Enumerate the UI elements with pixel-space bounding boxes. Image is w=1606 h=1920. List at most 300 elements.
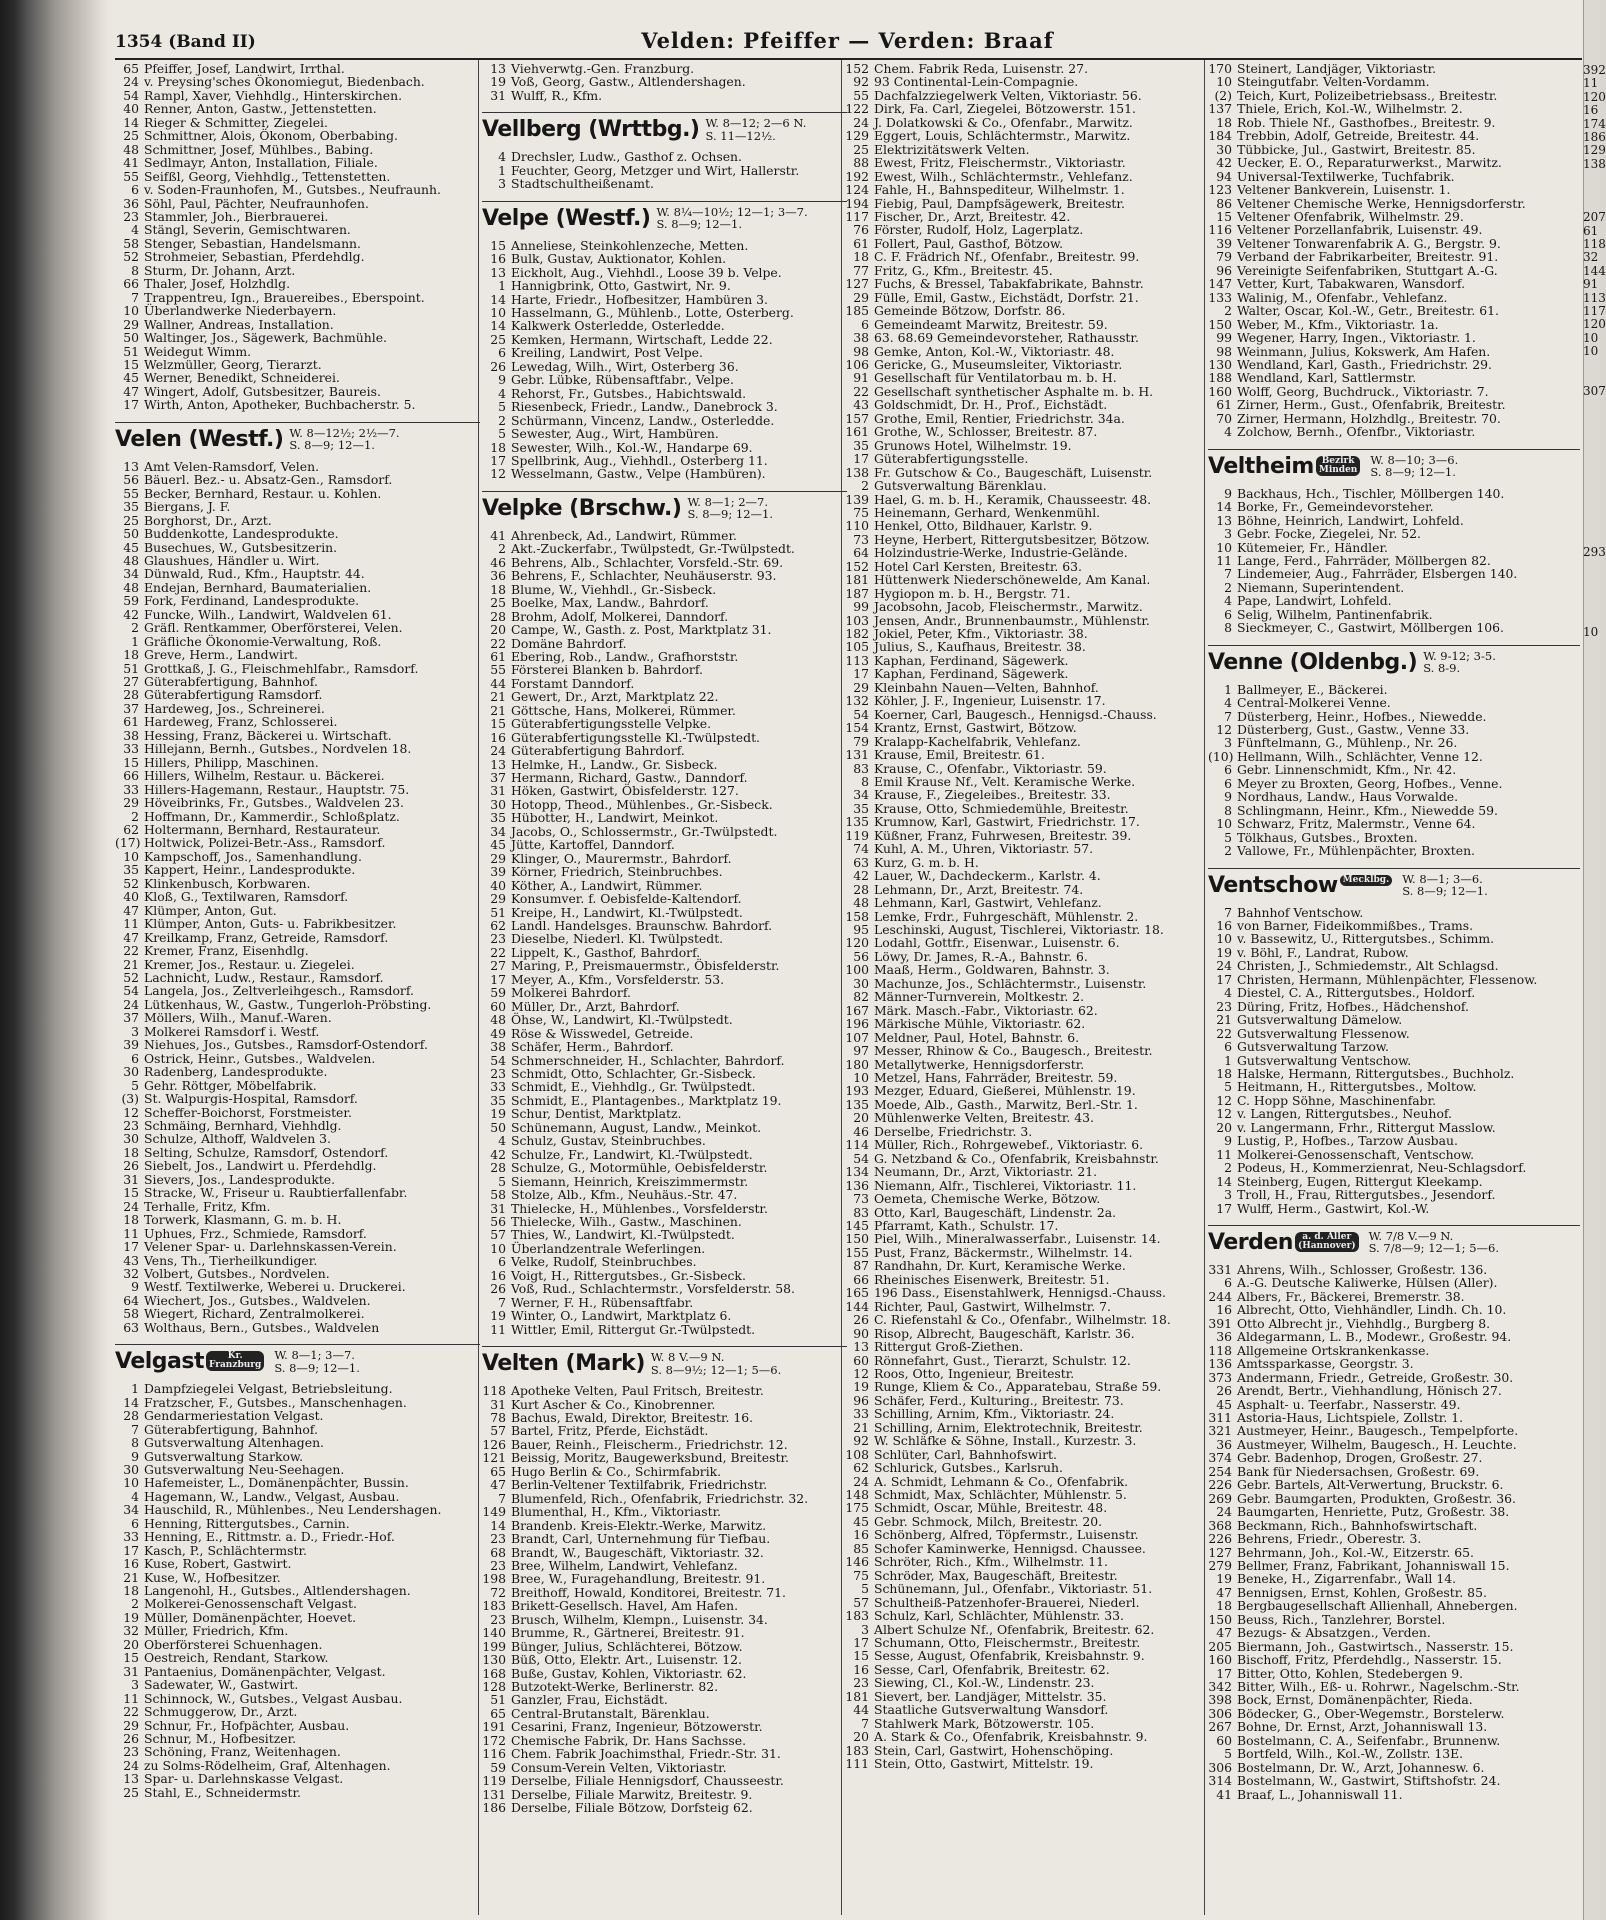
directory-entry bbox=[482, 1613, 847, 1626]
subscriber-name: Müller, Domänenpächter, Hoevet. bbox=[144, 1609, 357, 1625]
subscriber-name: Bitter, Wilh., Eß- u. Rohrwr., Nagelschm.-Str. bbox=[1237, 1679, 1520, 1695]
subscriber-name: Fratzscher, F., Gutsbes., Manschenhagen. bbox=[144, 1394, 407, 1410]
opening-hours bbox=[1363, 1230, 1499, 1255]
phone-number: 26 bbox=[123, 1158, 139, 1174]
phone-number: 31 bbox=[490, 1200, 506, 1216]
directory-entry bbox=[845, 75, 1210, 88]
phone-number: 25 bbox=[123, 128, 139, 144]
directory-entry bbox=[1208, 1080, 1580, 1093]
edge-number bbox=[1583, 1323, 1600, 1336]
subscriber-name: St. Walpurgis-Hospital, Ramsdorf. bbox=[144, 1091, 358, 1107]
place-name: Veltheim bbox=[1208, 453, 1314, 479]
subscriber-name: Schmidt, Max, Schlächter, Mühlenstr. 5. bbox=[874, 1487, 1127, 1503]
subscriber-name: Buße, Gustav, Kohlen, Viktoriastr. 62. bbox=[511, 1665, 747, 1681]
phone-number: 160 bbox=[1208, 383, 1232, 399]
directory-entry bbox=[482, 892, 847, 905]
directory-entry bbox=[115, 1065, 480, 1078]
directory-entry bbox=[1208, 1148, 1580, 1161]
subscriber-name: Klinkenbusch, Korbwaren. bbox=[144, 875, 311, 891]
phone-number: 181 bbox=[845, 1688, 869, 1704]
subscriber-name: 93 Continental-Lein-Compagnie. bbox=[874, 74, 1079, 90]
phone-number: 94 bbox=[1216, 168, 1232, 184]
directory-entry bbox=[1208, 210, 1580, 223]
directory-entry bbox=[1208, 710, 1580, 723]
directory-entry bbox=[482, 1532, 847, 1545]
subscriber-name: Halske, Hermann, Rittergutsbes., Buchholz. bbox=[1237, 1066, 1515, 1081]
subscriber-name: Schmidt, E., Plantagenbes., Marktplatz 19. bbox=[511, 1092, 782, 1108]
phone-number: 131 bbox=[482, 1786, 506, 1802]
edge-number: 120 bbox=[1583, 89, 1606, 104]
phone-number: 18 bbox=[1216, 1066, 1232, 1081]
subscriber-name: v. Preysing'sches Ökonomiegut, Biedenbach. bbox=[144, 74, 425, 90]
directory-entry bbox=[845, 762, 1210, 775]
phone-number: 45 bbox=[123, 539, 139, 555]
subscriber-name: Güterabfertigungsstelle Velpke. bbox=[511, 716, 712, 732]
place-header bbox=[1208, 868, 1580, 903]
edge-number bbox=[1583, 1042, 1600, 1055]
phone-number: 135 bbox=[845, 814, 869, 830]
subscriber-name: Grothe, Emil, Rentier, Friedrichstr. 34a. bbox=[874, 410, 1125, 426]
directory-entry bbox=[845, 950, 1210, 963]
directory-entry bbox=[482, 1107, 847, 1120]
subscriber-name: Schnur, M., Hofbesitzer. bbox=[144, 1731, 297, 1747]
directory-entry bbox=[115, 1173, 480, 1186]
subscriber-name: Braaf, L., Johanniswall 11. bbox=[1237, 1786, 1403, 1802]
phone-number: 37 bbox=[490, 770, 506, 786]
subscriber-name: Köhler, J. F., Ingenieur, Luisenstr. 17. bbox=[874, 693, 1106, 709]
directory-entry bbox=[845, 116, 1210, 129]
directory-entry bbox=[115, 250, 480, 263]
directory-entry bbox=[1208, 250, 1580, 263]
subscriber-name: Vens, Th., Tierheilkundiger. bbox=[144, 1252, 318, 1268]
subscriber-name: Oemeta, Chemische Werke, Bötzow. bbox=[874, 1191, 1101, 1207]
subscriber-name: Borghorst, Dr., Arzt. bbox=[144, 512, 272, 528]
subscriber-name: Schmittner, Josef, Mühlbes., Babing. bbox=[144, 141, 374, 157]
phone-number: 105 bbox=[845, 639, 869, 655]
directory-entry bbox=[115, 944, 480, 957]
phone-number: 183 bbox=[845, 1608, 869, 1624]
directory-entry bbox=[115, 1584, 480, 1597]
directory-entry bbox=[1208, 1054, 1580, 1067]
directory-entry bbox=[482, 919, 847, 932]
directory-entry bbox=[1208, 541, 1580, 554]
edge-number bbox=[1583, 1015, 1600, 1028]
directory-entry bbox=[845, 1703, 1210, 1716]
phone-number: 175 bbox=[845, 1500, 869, 1516]
subscriber-name: Anneliese, Steinkohlenzeche, Metten. bbox=[511, 237, 749, 253]
phone-number: 24 bbox=[1216, 958, 1232, 974]
phone-number: 205 bbox=[1208, 1638, 1232, 1654]
phone-number: 2 bbox=[498, 541, 506, 557]
district-line: Minden bbox=[1318, 464, 1358, 475]
subscriber-name: Bank für Niedersachsen, Großestr. 69. bbox=[1237, 1463, 1480, 1479]
phone-number: 55 bbox=[490, 662, 506, 678]
directory-entry bbox=[1208, 1747, 1580, 1760]
directory-entry bbox=[482, 441, 847, 454]
subscriber-name: Körner, Friedrich, Steinbruchbes. bbox=[511, 864, 723, 880]
subscriber-name: Kralapp-Kachelfabrik, Vehlefanz. bbox=[874, 733, 1081, 749]
subscriber-name: Lange, Ferd., Fahrräder, Möllbergen 82. bbox=[1237, 552, 1491, 568]
phone-number: 198 bbox=[482, 1571, 506, 1587]
phone-number: 29 bbox=[123, 316, 139, 332]
directory-entry bbox=[1208, 1290, 1580, 1303]
phone-number: 121 bbox=[482, 1450, 506, 1466]
edge-number bbox=[1583, 1162, 1600, 1175]
subscriber-name: v. Langen, Rittergutsbes., Neuhof. bbox=[1237, 1106, 1452, 1122]
subscriber-name: Hillers, Philipp, Maschinen. bbox=[144, 754, 319, 770]
phone-number: 83 bbox=[853, 1204, 869, 1220]
edge-number: 186 bbox=[1583, 129, 1606, 144]
phone-number: 8 bbox=[1224, 620, 1232, 636]
directory-entry bbox=[115, 567, 480, 580]
subscriber-name: Wulff, Herm., Gastwirt, Kol.-W. bbox=[1237, 1200, 1430, 1216]
directory-entry bbox=[482, 1054, 847, 1067]
phone-number: 98 bbox=[1216, 343, 1232, 359]
subscriber-name: Höken, Gastwirt, Öbisfelderstr. 127. bbox=[511, 783, 739, 799]
phone-number: 56 bbox=[853, 948, 869, 964]
edge-number bbox=[1583, 198, 1600, 211]
subscriber-name: Verband der Fabrikarbeiter, Breitestr. 91. bbox=[1237, 249, 1499, 265]
phone-number: 26 bbox=[490, 358, 506, 374]
opening-hours bbox=[1396, 873, 1488, 898]
directory-entry bbox=[1208, 1134, 1580, 1147]
directory-entry bbox=[115, 810, 480, 823]
directory-entry bbox=[115, 1092, 480, 1105]
directory-entry bbox=[1208, 197, 1580, 210]
directory-entry bbox=[115, 143, 480, 156]
phone-number: 61 bbox=[490, 648, 506, 664]
subscriber-name: Baumgarten, Henriette, Putz, Großestr. 38. bbox=[1237, 1504, 1510, 1520]
directory-entry bbox=[115, 863, 480, 876]
directory-entry bbox=[845, 1206, 1210, 1219]
phone-number: 136 bbox=[1208, 1356, 1232, 1372]
directory-entry bbox=[845, 667, 1210, 680]
place-name: Venne (Oldenbg.) bbox=[1208, 649, 1418, 675]
directory-entry bbox=[115, 1321, 480, 1334]
subscriber-name: Kreiling, Landwirt, Post Velpe. bbox=[511, 345, 703, 361]
phone-number: 24 bbox=[123, 996, 139, 1012]
phone-number: 254 bbox=[1208, 1463, 1232, 1479]
subscriber-name: Gutsverwaltung Tarzow. bbox=[1237, 1039, 1389, 1055]
place-name: Velen (Westf.) bbox=[115, 426, 284, 452]
phone-number: 10 bbox=[123, 303, 139, 319]
hours-line: S. 8—9½; 12—1; 5—6. bbox=[650, 1362, 782, 1377]
subscriber-name: Maring, P., Preismauermstr., Öbisfelderstr. bbox=[511, 958, 780, 974]
directory-entry bbox=[115, 554, 480, 567]
subscriber-name: Derselbe, Filiale Bötzow, Dorfsteig 62. bbox=[511, 1800, 753, 1816]
phone-number: 39 bbox=[1216, 235, 1232, 251]
subscriber-name: Sievers, Jos., Landesprodukte. bbox=[144, 1171, 336, 1187]
subscriber-name: Central-Molkerei Venne. bbox=[1237, 695, 1391, 711]
subscriber-name: Wesselmann, Gastw., Velpe (Hambüren). bbox=[511, 466, 766, 482]
directory-entry bbox=[482, 1451, 847, 1464]
directory-entry bbox=[482, 690, 847, 703]
subscriber-name: Bachus, Ewald, Direktor, Breitestr. 16. bbox=[511, 1409, 754, 1425]
subscriber-name: Selig, Wilhelm, Pantinenfabrik. bbox=[1237, 606, 1433, 622]
directory-entry bbox=[845, 1609, 1210, 1622]
hours-line: W. 7/8 V.—9 N. bbox=[1368, 1228, 1454, 1243]
directory-entry bbox=[115, 156, 480, 169]
subscriber-name: Boelke, Max, Landw., Bahrdorf. bbox=[511, 595, 709, 611]
directory-entry bbox=[1208, 986, 1580, 999]
directory-entry bbox=[845, 506, 1210, 519]
phone-number: 145 bbox=[845, 1217, 869, 1233]
phone-number: 50 bbox=[490, 1119, 506, 1135]
subscriber-name: Molkerei-Genossenschaft, Ventschow. bbox=[1237, 1146, 1475, 1162]
hours-line: W. 8—12; 2—6 N. bbox=[705, 116, 807, 131]
phone-number: 130 bbox=[482, 1652, 506, 1668]
subscriber-name: Hillejann, Bernh., Gutsbes., Nordvelen 18. bbox=[144, 741, 412, 757]
subscriber-name: Löwy, Dr. James, R.-A., Bahnstr. 6. bbox=[874, 948, 1088, 964]
edge-number bbox=[1583, 827, 1600, 840]
phone-number: 42 bbox=[853, 868, 869, 884]
subscriber-name: Werner, F. H., Rübensaftfabr. bbox=[511, 1294, 694, 1310]
phone-number: 7 bbox=[1224, 708, 1232, 724]
phone-number: 55 bbox=[123, 168, 139, 184]
directory-entry bbox=[845, 1138, 1210, 1151]
edge-number: 392 bbox=[1583, 63, 1606, 77]
directory-entry bbox=[482, 1774, 847, 1787]
phone-number: 78 bbox=[490, 1409, 506, 1425]
subscriber-name: Butzotekt-Werke, Berlinerstr. 82. bbox=[511, 1679, 719, 1695]
directory-entry bbox=[115, 729, 480, 742]
phone-number: 23 bbox=[123, 1117, 139, 1133]
place-header bbox=[482, 1346, 847, 1381]
subscriber-name: Trappentreu, Ign., Brauereibes., Eberspoint. bbox=[144, 289, 425, 305]
phone-number: 23 bbox=[1216, 998, 1232, 1014]
phone-number: 64 bbox=[123, 1292, 139, 1308]
directory-entry bbox=[845, 1246, 1210, 1259]
edge-number bbox=[1583, 734, 1600, 747]
subscriber-name: Sesse, Carl, Ofenfabrik, Breitestr. 62. bbox=[874, 1661, 1110, 1677]
scan-binding-shadow bbox=[0, 0, 110, 1920]
phone-number: 20 bbox=[1216, 1119, 1232, 1135]
directory-entry bbox=[845, 856, 1210, 869]
directory-entry bbox=[482, 293, 847, 306]
phone-number: 61 bbox=[123, 714, 139, 730]
directory-entry bbox=[1208, 1040, 1580, 1053]
phone-number: 6 bbox=[1224, 606, 1232, 622]
phone-number: 342 bbox=[1208, 1679, 1232, 1695]
subscriber-name: Bortfeld, Wilh., Kol.-W., Zollstr. 13E. bbox=[1237, 1746, 1464, 1762]
phone-number: 7 bbox=[1224, 904, 1232, 920]
directory-entry bbox=[1208, 817, 1580, 830]
directory-entry bbox=[845, 1744, 1210, 1757]
subscriber-name: Teich, Kurt, Polizeibetriebsass., Breitestr. bbox=[1237, 87, 1498, 103]
subscriber-name: Gutsverwaltung Dämelow. bbox=[1237, 1012, 1403, 1028]
subscriber-name: Werner, Benedikt, Schneiderei. bbox=[144, 370, 340, 386]
directory-entry bbox=[1208, 1680, 1580, 1693]
subscriber-name: Hotel Carl Kersten, Breitestr. 63. bbox=[874, 558, 1082, 574]
edge-number bbox=[1583, 452, 1600, 465]
directory-entry bbox=[115, 1294, 480, 1307]
subscriber-name: Steinert, Landjäger, Viktoriastr. bbox=[1237, 61, 1437, 76]
phone-number: 65 bbox=[123, 61, 139, 76]
directory-entry bbox=[115, 1678, 480, 1691]
directory-entry bbox=[482, 266, 847, 279]
directory-entry bbox=[845, 654, 1210, 667]
directory-entry bbox=[482, 838, 847, 851]
directory-entry bbox=[482, 279, 847, 292]
subscriber-name: Schünemann, Jul., Ofenfabr., Viktoriastr. 51. bbox=[874, 1581, 1153, 1597]
subscriber-name: 196 Dass., Eisenstahlwerk, Hennigsd.-Chauss. bbox=[874, 1285, 1166, 1301]
directory-entry bbox=[845, 573, 1210, 586]
phone-number: 13 bbox=[1216, 512, 1232, 528]
subscriber-name: Neumann, Dr., Arzt, Viktoriastr. 21. bbox=[874, 1164, 1098, 1180]
directory-entry bbox=[482, 865, 847, 878]
directory-entry bbox=[482, 637, 847, 650]
subscriber-name: Chem. Fabrik Joachimsthal, Friedr.-Str. 31. bbox=[511, 1746, 781, 1762]
directory-entry bbox=[845, 721, 1210, 734]
directory-entry bbox=[115, 1530, 480, 1543]
phone-number: 27 bbox=[123, 674, 139, 690]
directory-entry bbox=[1208, 1067, 1580, 1080]
subscriber-name: Radenberg, Landesprodukte. bbox=[144, 1064, 328, 1080]
phone-number: 7 bbox=[861, 1715, 869, 1731]
phone-number: 19 bbox=[1216, 944, 1232, 960]
phone-number: 17 bbox=[123, 397, 139, 413]
phone-number: 191 bbox=[482, 1719, 506, 1735]
phone-number: 58 bbox=[123, 235, 139, 251]
phone-number: 23 bbox=[490, 1066, 506, 1081]
subscriber-name: Sedlmayr, Anton, Installation, Filiale. bbox=[144, 155, 378, 171]
directory-entry bbox=[482, 1519, 847, 1532]
subscriber-name: Gebr. Schmock, Milch, Breitestr. 20. bbox=[874, 1513, 1103, 1529]
edge-number bbox=[1583, 693, 1600, 706]
directory-entry bbox=[115, 1106, 480, 1119]
subscriber-name: v. Soden-Fraunhofen, M., Gutsbes., Neufraunh. bbox=[144, 182, 441, 198]
subscriber-name: Fahle, H., Bahnspediteur, Wilhelmstr. 1. bbox=[874, 182, 1125, 198]
subscriber-name: Behrens, Friedr., Oberestr. 3. bbox=[1237, 1531, 1422, 1547]
phone-number: 182 bbox=[845, 626, 869, 642]
directory-entry bbox=[482, 1438, 847, 1451]
phone-number: 11 bbox=[1216, 1146, 1232, 1162]
phone-number: 62 bbox=[123, 822, 139, 838]
directory-entry bbox=[482, 879, 847, 892]
phone-number: 107 bbox=[845, 1029, 869, 1045]
directory-entry bbox=[1208, 906, 1580, 919]
phone-number: 18 bbox=[490, 581, 506, 597]
phone-number: 51 bbox=[123, 343, 139, 359]
phone-number: 6 bbox=[131, 1050, 139, 1066]
subscriber-name: Bellmer, Franz, Fabrikant, Johanniswall 15. bbox=[1237, 1557, 1510, 1573]
phone-number: 22 bbox=[490, 635, 506, 651]
edge-number bbox=[1583, 934, 1600, 947]
subscriber-name: Uecker, E. O., Reparaturwerkst., Marwitz. bbox=[1237, 155, 1502, 171]
subscriber-name: Köther, A., Landwirt, Rümmer. bbox=[511, 877, 703, 893]
phone-number: 110 bbox=[845, 518, 869, 534]
directory-entry bbox=[115, 608, 480, 621]
subscriber-name: A. Stark & Co., Ofenfabrik, Kreisbahnstr. 9. bbox=[874, 1729, 1148, 1745]
directory-entry bbox=[1208, 844, 1580, 857]
phone-number: 161 bbox=[845, 424, 869, 440]
directory-entry bbox=[482, 1202, 847, 1215]
phone-number: 106 bbox=[845, 356, 869, 372]
phone-number: 11 bbox=[490, 1321, 506, 1337]
phone-number: 32 bbox=[123, 1623, 139, 1639]
directory-entry bbox=[1208, 1438, 1580, 1451]
directory-entry bbox=[482, 811, 847, 824]
place-section bbox=[1208, 449, 1580, 635]
subscriber-name: Dieselbe, Niederl. Kl. Twülpstedt. bbox=[511, 931, 724, 947]
phone-number: 60 bbox=[1216, 1732, 1232, 1748]
directory-entry bbox=[1208, 1424, 1580, 1437]
subscriber-name: zu Solms-Rödelheim, Graf, Altenhagen. bbox=[144, 1757, 391, 1773]
phone-number: 172 bbox=[482, 1732, 506, 1748]
edge-number bbox=[1583, 854, 1600, 867]
phone-number: 17 bbox=[853, 666, 869, 682]
subscriber-name: Niehues, Jos., Gutsbes., Ramsdorf-Ostendorf. bbox=[144, 1037, 428, 1053]
phone-number: 6 bbox=[1224, 1275, 1232, 1291]
directory-entry bbox=[115, 1624, 480, 1637]
place-section bbox=[1208, 1225, 1580, 1801]
hours-line: S. 8—9; 12—1. bbox=[1370, 465, 1456, 480]
edge-number bbox=[1583, 1269, 1600, 1282]
directory-entry bbox=[845, 1569, 1210, 1582]
phone-number: 8 bbox=[131, 1435, 139, 1451]
phone-number: 2 bbox=[1224, 579, 1232, 595]
directory-entry bbox=[482, 1492, 847, 1505]
subscriber-name: Hillers-Hagemann, Restaur., Hauptstr. 75. bbox=[144, 781, 410, 797]
directory-entry bbox=[115, 796, 480, 809]
directory-entry bbox=[482, 1121, 847, 1134]
directory-entry bbox=[115, 742, 480, 755]
subscriber-name: Hillers, Wilhelm, Restaur. u. Bäckerei. bbox=[144, 768, 385, 784]
subscriber-name: von Barner, Fideikommißbes., Trams. bbox=[1237, 918, 1474, 934]
phone-number: 157 bbox=[845, 410, 869, 426]
subscriber-name: Gebr. Bartels, Alt-Verwertung, Bruckstr. 6. bbox=[1237, 1477, 1504, 1493]
directory-entry bbox=[1208, 89, 1580, 102]
phone-number: 16 bbox=[490, 729, 506, 745]
directory-entry bbox=[1208, 1532, 1580, 1545]
subscriber-name: Schulz, Gustav, Steinbruchbes. bbox=[511, 1133, 706, 1149]
subscriber-name: Pape, Landwirt, Lohfeld. bbox=[1237, 593, 1392, 609]
subscriber-name: Gewert, Dr., Arzt, Marktplatz 22. bbox=[511, 689, 719, 705]
subscriber-name: Meldner, Paul, Hotel, Bahnstr. 6. bbox=[874, 1029, 1080, 1045]
subscriber-name: Scheffer-Boichorst, Forstmeister. bbox=[144, 1104, 352, 1120]
district-line: (Hannover) bbox=[1297, 1240, 1356, 1251]
phone-number: 25 bbox=[123, 512, 139, 528]
subscriber-name: Sievert, ber. Landjäger, Mittelstr. 35. bbox=[874, 1688, 1107, 1704]
phone-number: 42 bbox=[490, 1146, 506, 1162]
subscriber-name: Westf. Textilwerke, Weberei u. Druckerei. bbox=[144, 1279, 406, 1295]
directory-entry bbox=[482, 1761, 847, 1774]
directory-entry bbox=[845, 1757, 1210, 1770]
phone-number: 38 bbox=[123, 727, 139, 743]
phone-number: 50 bbox=[123, 526, 139, 542]
directory-entry bbox=[115, 385, 480, 398]
subscriber-name: Rheinisches Eisenwerk, Breitestr. 51. bbox=[874, 1271, 1110, 1287]
continued-section bbox=[482, 62, 847, 102]
hours-line: W. 8—10; 3—6. bbox=[1370, 452, 1459, 467]
subscriber-name: Chem. Fabrik Reda, Luisenstr. 27. bbox=[874, 61, 1089, 76]
directory-entry bbox=[845, 1461, 1210, 1474]
subscriber-name: Gemke, Anton, Kol.-W., Viktoriastr. 48. bbox=[874, 343, 1115, 359]
subscriber-name: Jacobs, O., Schlossermstr., Gr.-Twülpstedt. bbox=[511, 823, 778, 839]
phone-number: 98 bbox=[853, 343, 869, 359]
phone-number: 185 bbox=[845, 303, 869, 319]
subscriber-name: Gutsverwaltung Starkow. bbox=[144, 1448, 304, 1464]
subscriber-name: Wolthaus, Bern., Gutsbes., Waldvelen bbox=[144, 1319, 380, 1335]
phone-number: (2) bbox=[1214, 87, 1232, 103]
district-line: Bezirk bbox=[1321, 455, 1355, 466]
phone-number: 95 bbox=[853, 922, 869, 937]
subscriber-name: Stadtschultheißenamt. bbox=[511, 176, 654, 192]
subscriber-name: Diestel, C. A., Rittergutsbes., Holdorf. bbox=[1237, 985, 1476, 1001]
phone-number: 88 bbox=[853, 155, 869, 171]
subscriber-name: Consum-Verein Velten, Viktoriastr. bbox=[511, 1759, 727, 1775]
subscriber-name: Kloß, G., Textilwaren, Ramsdorf. bbox=[144, 889, 349, 905]
